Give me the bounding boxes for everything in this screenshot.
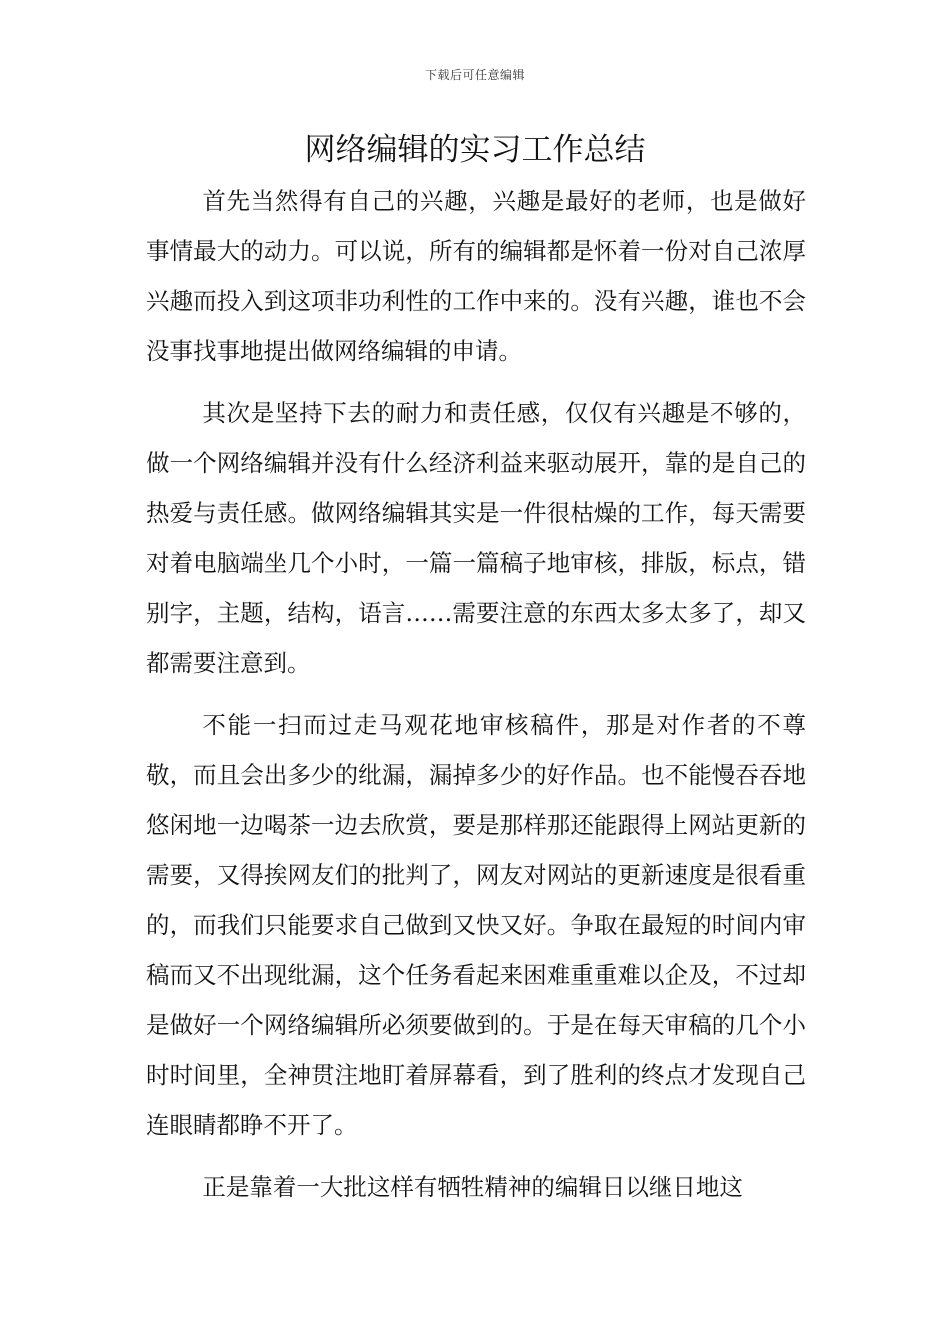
paragraph-4: 正是靠着一大批这样有牺牲精神的编辑日以继日地这 bbox=[202, 1173, 743, 1201]
header-note: 下载后可任意编辑 bbox=[424, 68, 525, 82]
paragraph-1: 首先当然得有自己的兴趣，兴趣是最好的老师，也是做好事情最大的动力。可以说，所有的编辑都是怀着一份对自己浓厚兴趣而投入到这项非功利性的工作中来的。没有兴趣，谁也不会没事找事地提出做网络编辑的申请。 bbox=[146, 187, 806, 365]
document-body bbox=[146, 176, 806, 1224]
document-title: 网络编辑的实习工作总结 bbox=[304, 132, 646, 168]
paragraph-2: 其次是坚持下去的耐力和责任感，仅仅有兴趣是不够的，做一个网络编辑并没有什么经济利益来驱动展开，靠的是自己的热爱与责任感。做网络编辑其实是一件很枯燥的工作，每天需要对着电脑端坐几个小时，一篇一篇稿子地审核，排版，标点，错别字，主题，结构，语言……需要注意的东西太多太多了，却又都需要注意到。 bbox=[146, 399, 806, 677]
paragraph-3: 不能一扫而过走马观花地审核稿件，那是对作者的不尊敬，而且会出多少的纰漏，漏掉多少的好作品。也不能慢吞吞地悠闲地一边喝茶一边去欣赏，要是那样那还能跟得上网站更新的需要，又得挨网友们的批判了，网友对网站的更新速度是很看重的，而我们只能要求自己做到又快又好。争取在最短的时间内审稿而又不出现纰漏，这个任务看起来困难重重难以企及，不过却是做好一个网络编辑所必须要做到的。于是在每天审稿的几个小时时间里，全神贯注地盯着屏幕看，到了胜利的终点才发现自己连眼睛都睁不开了。 bbox=[146, 711, 806, 1139]
